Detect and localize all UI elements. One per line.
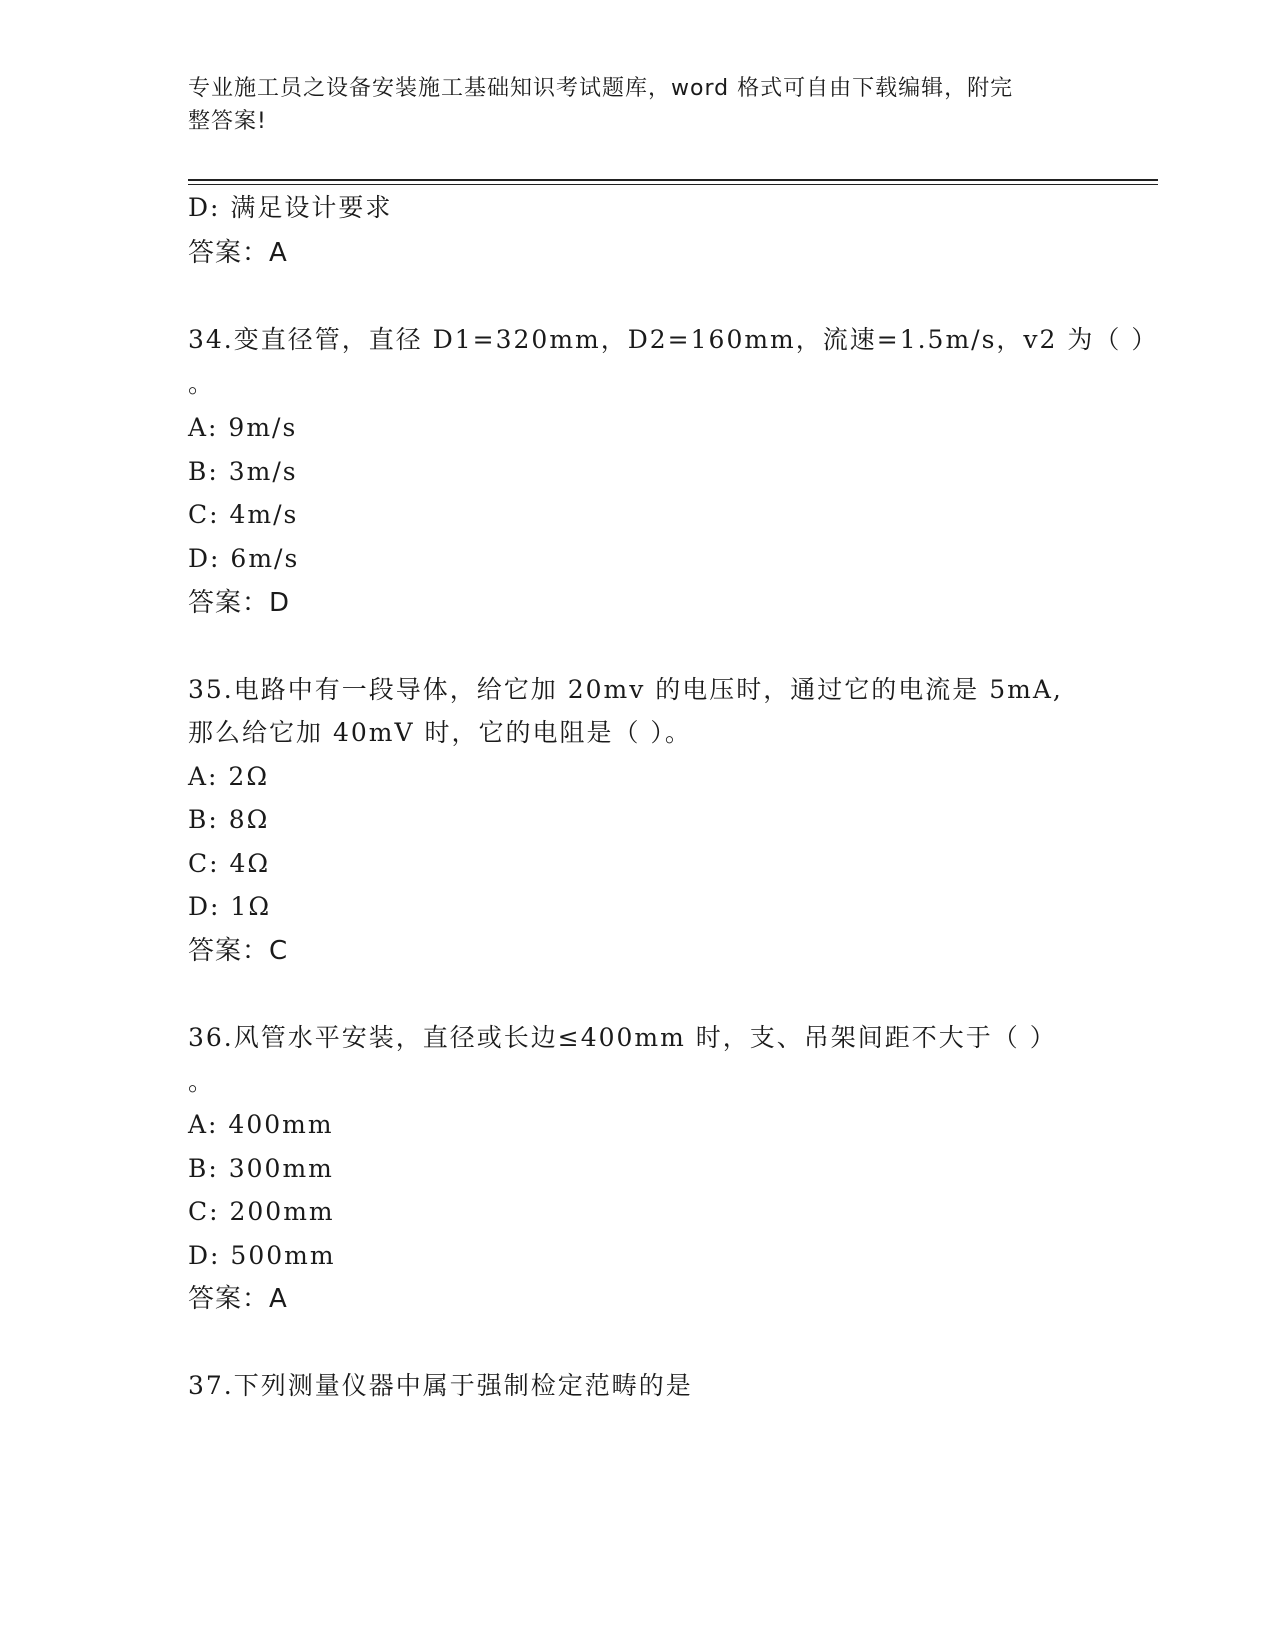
q36-option-b: B: 300mm — [188, 1154, 334, 1183]
q34-stem-line-1: 34.变直径管，直径 D1=320mm，D2=160mm，流速=1.5m/s，v2 为（ ） — [188, 325, 1159, 354]
header-line-1: 专业施工员之设备安装施工基础知识考试题库，word 格式可自由下载编辑，附完 — [188, 76, 1014, 101]
header-divider-thin — [188, 184, 1158, 185]
q35-option-d: D: 1Ω — [188, 892, 272, 921]
q35-stem-line-2: 那么给它加 40mV 时，它的电阻是（ ）。 — [188, 718, 692, 747]
document-header — [188, 72, 1068, 138]
q36-option-a: A: 400mm — [188, 1110, 334, 1139]
q36-stem-line-2: 。 — [188, 1067, 216, 1096]
q34-answer: 答案：D — [188, 588, 291, 618]
header-divider — [188, 179, 1158, 181]
q35-stem-line-1: 35.电路中有一段导体，给它加 20mv 的电压时，通过它的电流是 5mA, — [188, 675, 1063, 704]
q36-answer: 答案：A — [188, 1284, 288, 1314]
q34-option-b: B: 3m/s — [188, 457, 298, 486]
q35-answer: 答案：C — [188, 936, 289, 966]
q36-stem-line-1: 36.风管水平安装，直径或长边≤400mm 时，支、吊架间距不大于（ ） — [188, 1023, 1057, 1052]
q35-option-c: C: 4Ω — [188, 849, 271, 878]
prev-option-d: D: 满足设计要求 — [188, 193, 393, 222]
q36-option-c: C: 200mm — [188, 1197, 335, 1226]
q35-option-b: B: 8Ω — [188, 805, 270, 834]
q36-option-d: D: 500mm — [188, 1241, 336, 1270]
q34-option-c: C: 4m/s — [188, 500, 299, 529]
q35-option-a: A: 2Ω — [188, 762, 270, 791]
q34-option-d: D: 6m/s — [188, 544, 300, 573]
q34-stem-line-2: 。 — [188, 369, 216, 398]
header-line-2: 整答案! — [188, 109, 267, 134]
q34-option-a: A: 9m/s — [188, 413, 298, 442]
prev-answer: 答案：A — [188, 238, 288, 268]
q37-stem-line-1: 37.下列测量仪器中属于强制检定范畴的是 — [188, 1371, 693, 1400]
